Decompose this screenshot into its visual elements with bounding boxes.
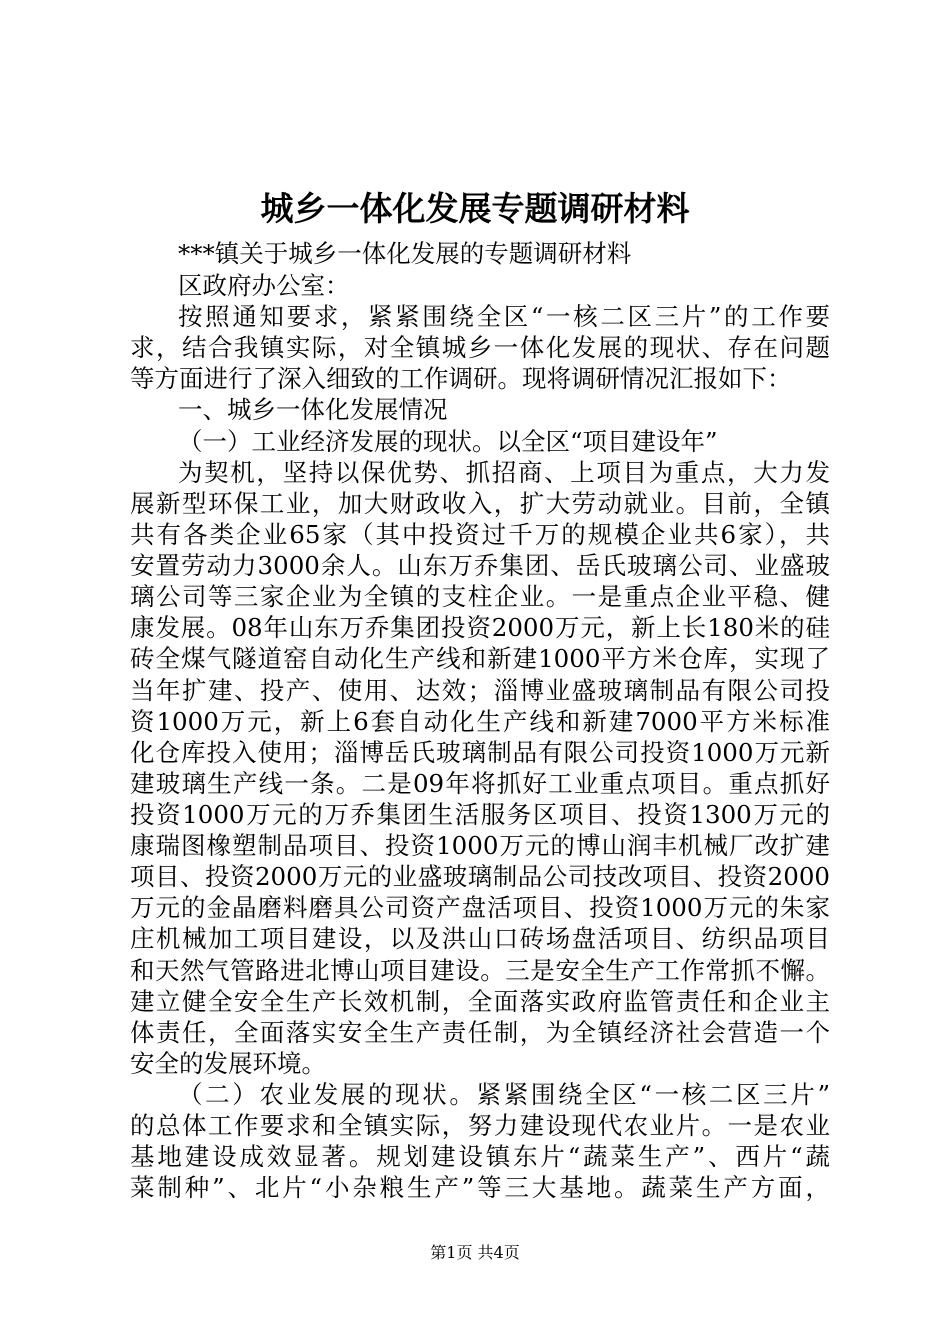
paragraph-line: 安置劳动力3000余人。山东万乔集团、岳氏玻璃公司、业盛玻: [130, 551, 830, 580]
paragraph-line: 砖全煤气隧道窑自动化生产线和新建1000平方米仓库，实现了: [130, 644, 830, 673]
paragraph-line: 和天然气管路进北博山项目建设。三是安全生产工作常抓不懈。: [130, 956, 830, 985]
subsection-heading: （一）工业经济发展的现状。以全区“项目建设年”: [178, 427, 718, 456]
paragraph-line: 基地建设成效显著。规划建设镇东片“蔬菜生产”、西片“蔬: [130, 1142, 830, 1171]
paragraph-line: 求，结合我镇实际，对全镇城乡一体化发展的现状、存在问题: [130, 333, 830, 362]
paragraph-line: 资1000万元，新上6套自动化生产线和新建7000平方米标准: [130, 707, 830, 736]
section-heading: 一、城乡一体化发展情况: [178, 395, 448, 424]
paragraph-line: 展新型环保工业，加大财政收入，扩大劳动就业。目前，全镇: [130, 489, 830, 518]
page-footer: 第1页 共4页: [430, 1243, 520, 1262]
document-title: 城乡一体化发展专题调研材料: [260, 189, 690, 228]
paragraph-line: 化仓库投入使用；淄博岳氏玻璃制品有限公司投资1000万元新: [130, 738, 830, 767]
paragraph-line: 康发展。08年山东万乔集团投资2000万元，新上长180米的硅: [130, 613, 830, 642]
subsection-heading: （二）农业发展的现状。紧紧围绕全区“一核二区三片”: [178, 1080, 830, 1109]
paragraph-line: 康瑞图橡塑制品项目、投资1000万元的博山润丰机械厂改扩建: [130, 831, 830, 860]
paragraph-line: 庄机械加工项目建设，以及洪山口砖场盘活项目、纺织品项目: [130, 924, 830, 953]
subtitle-line: ***镇关于城乡一体化发展的专题调研材料: [178, 239, 632, 268]
paragraph-line: 项目、投资2000万元的业盛玻璃制品公司技改项目、投资2000: [130, 862, 830, 891]
paragraph-line: 投资1000万元的万乔集团生活服务区项目、投资1300万元的: [130, 800, 830, 829]
paragraph-line: 等方面进行了深入细致的工作调研。现将调研情况汇报如下：: [130, 364, 792, 393]
paragraph-line: 安全的发展环境。: [130, 1049, 326, 1078]
paragraph-line: 当年扩建、投产、使用、达效；淄博业盛玻璃制品有限公司投: [130, 676, 830, 705]
paragraph-line: 的总体工作要求和全镇实际，努力建设现代农业片。一是农业: [130, 1111, 830, 1140]
paragraph-line: 为契机，坚持以保优势、抓招商、上项目为重点，大力发: [178, 458, 830, 487]
paragraph-line: 建立健全安全生产长效机制，全面落实政府监管责任和企业主: [130, 987, 830, 1016]
paragraph-line: 菜制种”、北片“小杂粮生产”等三大基地。蔬菜生产方面，: [130, 1173, 830, 1202]
paragraph-line: 璃公司等三家企业为全镇的支柱企业。一是重点企业平稳、健: [130, 582, 830, 611]
paragraph-line: 万元的金晶磨料磨具公司资产盘活项目、投资1000万元的朱家: [130, 893, 830, 922]
paragraph-line: 建玻璃生产线一条。二是09年将抓好工业重点项目。重点抓好: [130, 769, 830, 798]
paragraph-line: 共有各类企业65家（其中投资过千万的规模企业共6家），共: [130, 520, 830, 549]
addressee-line: 区政府办公室：: [178, 271, 350, 300]
paragraph-line: 体责任，全面落实安全生产责任制，为全镇经济社会营造一个: [130, 1018, 830, 1047]
paragraph-line: 按照通知要求，紧紧围绕全区“一核二区三片”的工作要: [178, 302, 830, 331]
